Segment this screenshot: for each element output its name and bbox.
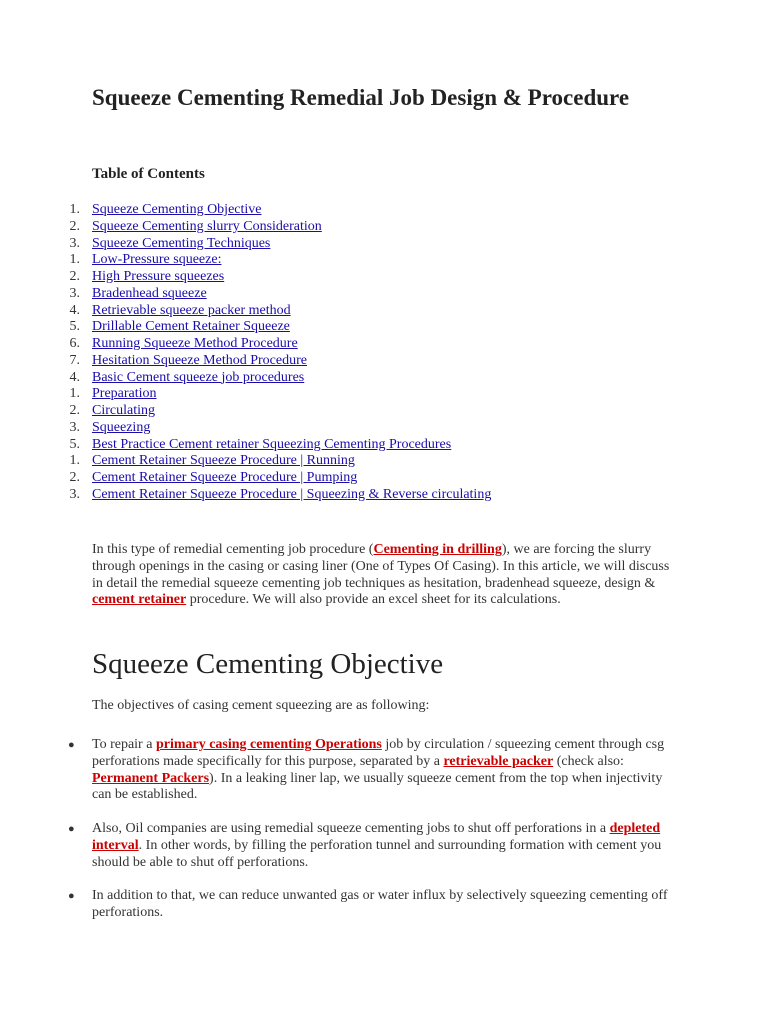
primary-casing-cementing-link[interactable]: primary casing cementing Operations xyxy=(155,737,382,752)
cement-retainer-link[interactable]: cement retainer xyxy=(92,592,187,608)
toc-number: 3. xyxy=(69,419,80,435)
toc-number: 2. xyxy=(69,218,80,234)
intro-text: procedure. We will also provide an excel sheet for its calculations. xyxy=(186,592,561,608)
toc-item xyxy=(0,470,700,487)
toc-link[interactable]: Cement Retainer Squeeze Procedure | Running xyxy=(92,453,355,469)
toc-link[interactable]: Preparation xyxy=(92,386,157,402)
toc-item xyxy=(0,202,700,219)
toc-item xyxy=(0,437,700,454)
toc-link[interactable]: Squeeze Cementing Techniques xyxy=(92,235,271,251)
toc-number: 1. xyxy=(69,252,80,268)
toc-item xyxy=(0,386,700,403)
toc-item xyxy=(0,336,700,353)
toc-number: 1. xyxy=(69,386,80,402)
toc-item xyxy=(0,487,700,504)
toc-number: 2. xyxy=(69,269,80,284)
toc-link[interactable]: Low-Pressure squeeze: xyxy=(92,252,222,268)
intro-text: In this type of remedial cementing job procedure ( xyxy=(92,542,374,557)
toc-number: 4. xyxy=(69,302,80,318)
objective-bullet xyxy=(68,737,682,804)
toc-link[interactable]: Cement Retainer Squeeze Procedure | Squeezing & Reverse circulating xyxy=(92,486,492,502)
toc-link[interactable]: High Pressure squeezes xyxy=(92,269,225,284)
depleted-interval-link[interactable]: depleted interval xyxy=(92,821,661,853)
toc-link[interactable]: Running Squeeze Method Procedure xyxy=(92,336,298,351)
toc-link[interactable]: Best Practice Cement retainer Squeezing Cementing Procedures xyxy=(92,436,452,452)
cementing-in-drilling-link[interactable]: Cementing in drilling xyxy=(373,542,502,557)
toc-number: 1. xyxy=(69,202,80,217)
toc-item xyxy=(0,286,700,303)
objective-bullet xyxy=(68,821,682,871)
bullet-text: ). In a leaking liner lap, we usually squeeze cement from the top when injectivity can be established. xyxy=(92,770,663,803)
toc-number: 5. xyxy=(69,436,80,452)
toc-link[interactable]: Drillable Cement Retainer Squeeze xyxy=(92,319,290,335)
toc-link[interactable]: Basic Cement squeeze job procedures xyxy=(92,369,305,385)
bullet-text: . In other words, by filling the perforation tunnel and surrounding formation with cement you should be able to shut off perforations. xyxy=(92,837,662,870)
toc-link[interactable]: Retrievable squeeze packer method xyxy=(92,302,291,318)
toc-link[interactable]: Squeeze Cementing Objective xyxy=(92,202,262,217)
bullet-text: Also, Oil companies are using remedial squeeze cementing jobs to shut off perforations in a xyxy=(92,821,610,836)
toc-heading: Table of Contents xyxy=(92,166,205,182)
toc-link[interactable]: Squeeze Cementing slurry Consideration xyxy=(92,218,322,234)
objective-intro: The objectives of casing cement squeezing are as following: xyxy=(92,698,430,713)
retrievable-packer-link[interactable]: retrievable packer xyxy=(443,753,554,769)
bullet-icon: ● xyxy=(68,739,75,751)
bullet-text: In addition to that, we can reduce unwanted gas or water influx by selectively squeezing cementing off perforations. xyxy=(92,888,668,920)
intro-paragraph xyxy=(92,542,682,609)
toc-number: 5. xyxy=(69,319,80,335)
toc-number: 3. xyxy=(69,285,80,301)
toc-number: 4. xyxy=(69,369,80,385)
toc-item xyxy=(0,303,700,320)
toc-item xyxy=(0,219,700,236)
bullet-icon: ● xyxy=(68,890,75,902)
toc-item xyxy=(0,252,700,269)
bullet-text: (check also: xyxy=(553,753,624,769)
toc-item xyxy=(0,370,700,387)
toc-number: 1. xyxy=(69,453,80,469)
objective-bullet xyxy=(68,888,682,922)
toc-item xyxy=(0,420,700,437)
toc-number: 6. xyxy=(69,336,80,351)
toc-item xyxy=(0,319,700,336)
toc-item xyxy=(0,353,700,370)
toc-item xyxy=(0,269,700,286)
bullet-icon: ● xyxy=(68,823,75,835)
toc-number: 3. xyxy=(69,235,80,251)
toc-link[interactable]: Cement Retainer Squeeze Procedure | Pumping xyxy=(92,470,358,485)
toc-number: 3. xyxy=(69,486,80,502)
bullet-text: To repair a xyxy=(92,737,156,752)
toc-link[interactable]: Hesitation Squeeze Method Procedure xyxy=(92,352,307,368)
table-of-contents xyxy=(0,202,700,504)
toc-item xyxy=(0,236,700,253)
objective-heading: Squeeze Cementing Objective xyxy=(92,648,444,680)
toc-link[interactable]: Circulating xyxy=(92,403,155,418)
toc-link[interactable]: Squeezing xyxy=(92,419,151,435)
toc-item xyxy=(0,453,700,470)
toc-item xyxy=(0,403,700,420)
permanent-packers-link[interactable]: Permanent Packers xyxy=(92,770,210,786)
page-title: Squeeze Cementing Remedial Job Design & Procedure xyxy=(92,85,630,110)
toc-link[interactable]: Bradenhead squeeze xyxy=(92,285,207,301)
intro-text: ), we are forcing the slurry through openings in the casing or casing liner (One of Types Of Casing). In this article, we will discuss in detail the remedial squeeze cementing job techniques as hesitation, bradenhead squeeze, design & xyxy=(92,542,670,591)
toc-number: 2. xyxy=(69,403,80,418)
bullet-text: job by circulation / squeezing cement through csg perforations made specifically for this purpose, separated by a xyxy=(92,737,665,769)
toc-number: 7. xyxy=(69,352,80,368)
toc-number: 2. xyxy=(69,470,80,485)
